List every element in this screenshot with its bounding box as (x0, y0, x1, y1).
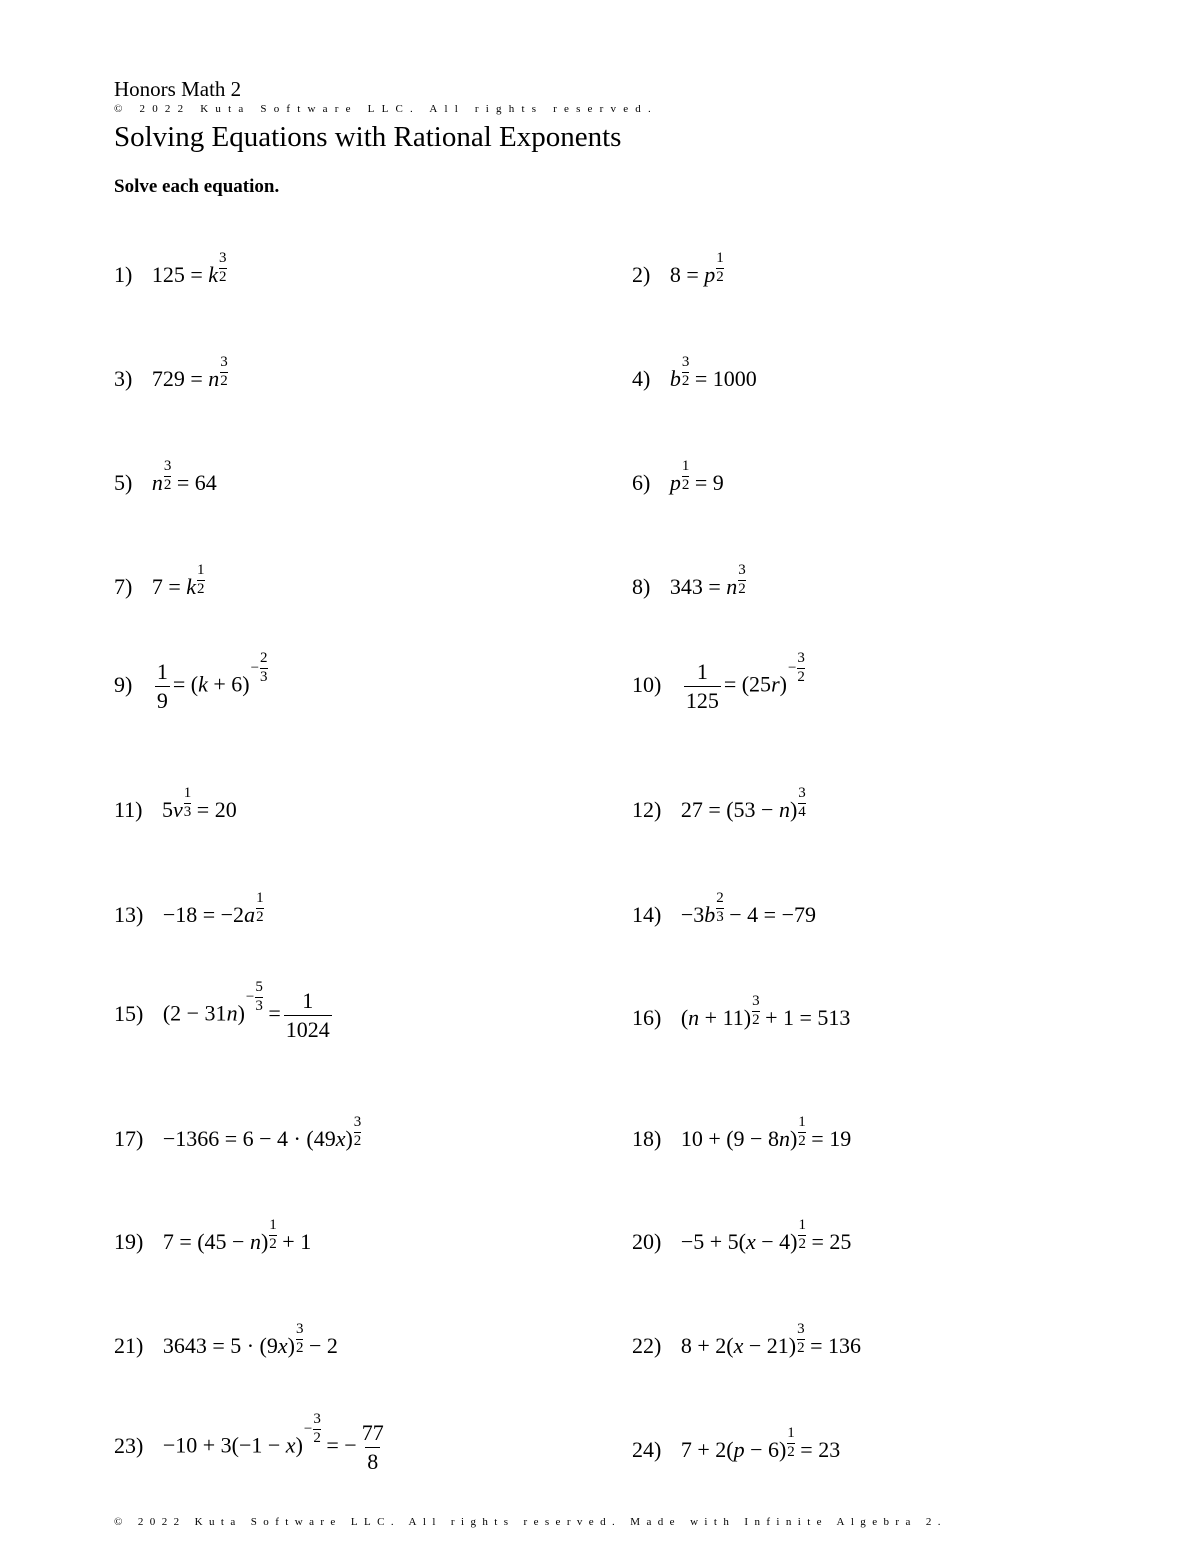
problem-number: 10) (632, 671, 662, 697)
problem-7 (114, 563, 205, 598)
equation: 729 = n $\frac{3}{2}$ (151, 354, 228, 391)
equation: 7 = (45 − n) $\frac{1}{2}$ + 1 (162, 1217, 312, 1254)
problem-number: 9) (114, 671, 133, 697)
equation: −1366 = 6 − 4 · (49x) $\frac{3}{2}$ (162, 1114, 362, 1151)
equation: (n + 11) $\frac{3}{2}$ + 1 = 513 (680, 993, 851, 1030)
equation: 343 = n $\frac{3}{2}$ (669, 562, 746, 599)
problem-5 (114, 459, 217, 494)
problem-16 (632, 994, 850, 1029)
equation: −5 + 5(x − 4) $\frac{1}{2}$ = 25 (680, 1217, 852, 1254)
problem-6 (632, 459, 724, 494)
problem-15 (114, 980, 335, 1041)
equation: −3b $\frac{2}{3}$ − 4 = −79 (680, 890, 816, 927)
problem-2 (632, 251, 724, 286)
problem-22 (632, 1322, 861, 1357)
problem-19 (114, 1218, 311, 1253)
problem-number: 19) (114, 1229, 144, 1254)
problem-number: 16) (632, 1005, 662, 1030)
problem-11 (114, 786, 237, 821)
problem-10 (632, 651, 805, 712)
problem-3 (114, 355, 228, 390)
equation: −18 = −2a $\frac{1}{2}$ (162, 890, 264, 927)
problem-number: 2) (632, 262, 651, 287)
problem-24 (632, 1426, 840, 1461)
worksheet-title: Solving Equations with Rational Exponents (114, 121, 622, 153)
equation: p $\frac{1}{2}$ = 9 (669, 458, 724, 495)
problem-number: 21) (114, 1333, 144, 1358)
equation: 5v $\frac{1}{3}$ = 20 (162, 785, 237, 822)
problem-9 (114, 651, 268, 712)
equation: n $\frac{3}{2}$ = 64 (151, 458, 217, 495)
copyright-header: © 2022 Kuta Software LLC. All rights reserved. (114, 103, 658, 115)
equation: 7 = k $\frac{1}{2}$ (151, 562, 205, 599)
problem-number: 3) (114, 366, 133, 391)
course-name: Honors Math 2 (114, 77, 242, 101)
problem-number: 5) (114, 470, 133, 495)
problem-number: 7) (114, 574, 133, 599)
problem-number: 8) (632, 574, 651, 599)
problem-number: 15) (114, 1000, 144, 1026)
problem-21 (114, 1322, 338, 1357)
problem-17 (114, 1115, 361, 1150)
problem-number: 13) (114, 902, 144, 927)
problem-number: 22) (632, 1333, 662, 1358)
equation: 125 = k $\frac{3}{2}$ (151, 250, 227, 287)
problem-1 (114, 251, 227, 286)
problem-number: 4) (632, 366, 651, 391)
equation: b $\frac{3}{2}$ = 1000 (669, 354, 757, 391)
copyright-footer: © 2022 Kuta Software LLC. All rights reserved. Made with Infinite Algebra 2. (114, 1516, 947, 1528)
equation: (2 − 31n) − $\frac{5}{3}$ = $\frac{1}{1024}$ (162, 979, 330, 1042)
problem-number: 20) (632, 1229, 662, 1254)
problem-number: 17) (114, 1126, 144, 1151)
equation: 27 = (53 − n) $\frac{3}{4}$ (680, 785, 806, 822)
problem-number: 6) (632, 470, 651, 495)
equation: 3643 = 5 · (9x) $\frac{3}{2}$ − 2 (162, 1321, 338, 1358)
problem-number: 14) (632, 902, 662, 927)
problem-number: 12) (632, 797, 662, 822)
problem-8 (632, 563, 746, 598)
problem-number: 23) (114, 1432, 144, 1458)
problem-20 (632, 1218, 851, 1253)
problem-23 (114, 1412, 389, 1473)
problem-number: 24) (632, 1437, 662, 1462)
equation: $\frac{1}{125}$ = (25r) − $\frac{3}{2}$ (685, 650, 805, 713)
problem-14 (632, 891, 816, 926)
equation: 8 = p $\frac{1}{2}$ (669, 250, 724, 287)
equation: 8 + 2(x − 21) $\frac{3}{2}$ = 136 (680, 1321, 861, 1358)
problem-number: 1) (114, 262, 133, 287)
problem-4 (632, 355, 757, 390)
equation: 10 + (9 − 8n) $\frac{1}{2}$ = 19 (680, 1114, 852, 1151)
equation: 7 + 2(p − 6) $\frac{1}{2}$ = 23 (680, 1425, 841, 1462)
problem-13 (114, 891, 264, 926)
equation: $\frac{1}{9}$ = (k + 6) − $\frac{2}{3}$ (156, 650, 268, 713)
problem-number: 18) (632, 1126, 662, 1151)
problem-18 (632, 1115, 851, 1150)
instructions: Solve each equation. (114, 176, 280, 197)
problem-12 (632, 786, 806, 821)
equation: −10 + 3(−1 − x) − $\frac{3}{2}$ = − $\frac{77}{8}$ (162, 1411, 384, 1474)
problem-number: 11) (114, 797, 143, 822)
